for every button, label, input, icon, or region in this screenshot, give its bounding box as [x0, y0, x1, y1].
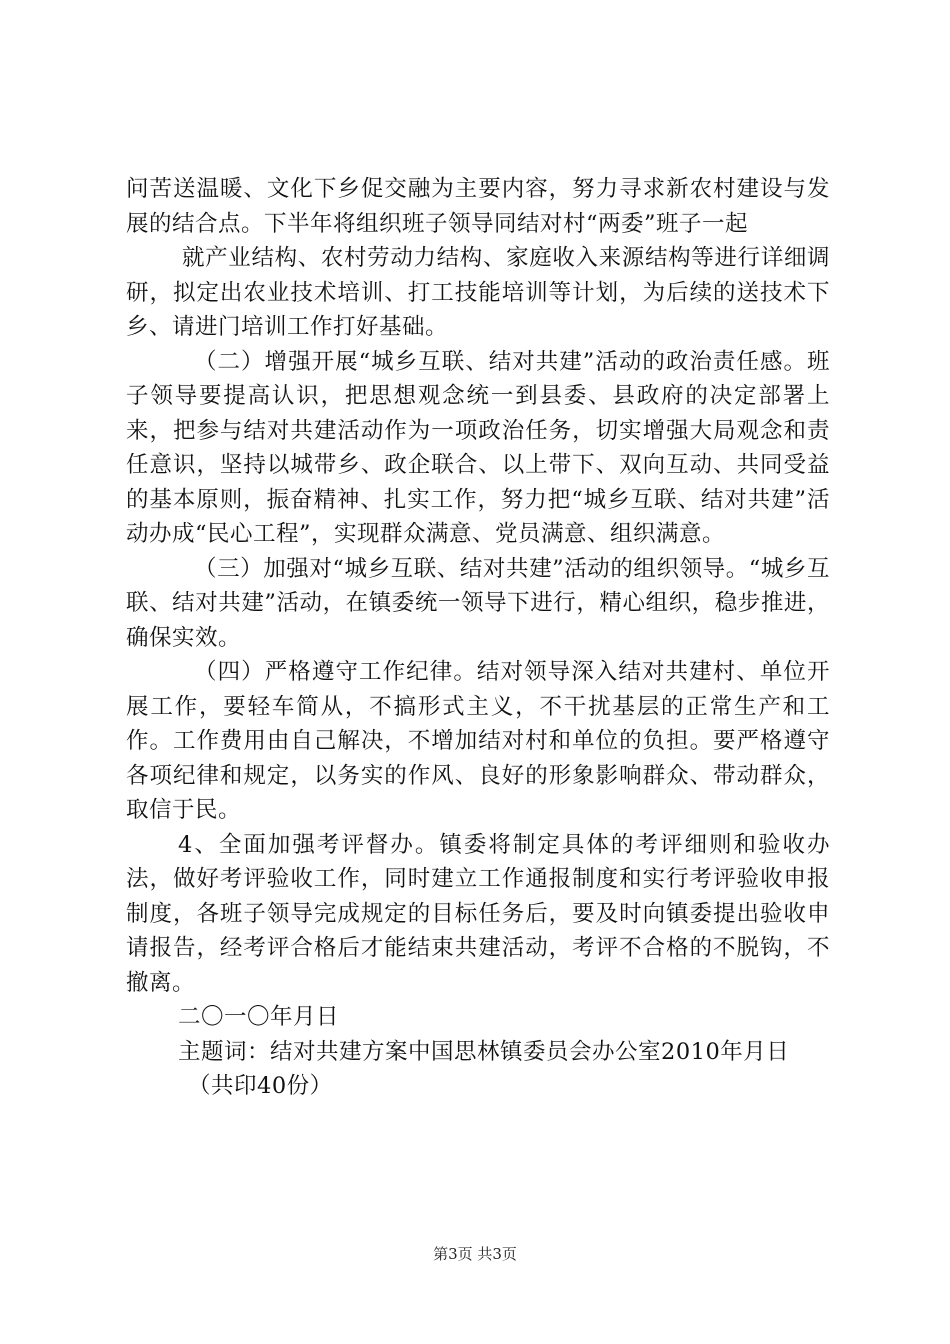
print-count: （共印40份） — [188, 1073, 333, 1099]
paragraph-section-3: （三）加强对“城乡互联、结对共建”活动的组织领导。“城乡互联、结对共建”活动，在镇委统一领导下进行，精心组织，稳步推进，确保实效。 — [126, 555, 830, 651]
page-number-footer: 第3页 共3页 — [433, 1245, 517, 1263]
paragraph-item-4: 4、全面加强考评督办。镇委将制定具体的考评细则和验收办法，做好考评验收工作，同时建立工作通报制度和实行考评验收申报制度，各班子领导完成规定的目标任务后，要及时向镇委提出验收申请报告，经考评合格后才能结束共建活动，考评不合格的不脱钩，不撤离。 — [126, 831, 830, 996]
paragraph-continuation: 问苦送温暖、文化下乡促交融为主要内容，努力寻求新农村建设与发展的结合点。下半年将组织班子领导同结对村“两委”班子一起 — [126, 176, 830, 237]
paragraph-section-4: （四）严格遵守工作纪律。结对领导深入结对共建村、单位开展工作，要轻车简从，不搞形式主义，不干扰基层的正常生产和工作。工作费用由自己解决，不增加结对村和单位的负担。要严格遵守各项纪律和规定，以务实的作风、良好的形象影响群众、带动群众，取信于民。 — [126, 659, 830, 823]
subject-words: 主题词：结对共建方案中国思林镇委员会办公室2010年月日 — [178, 1038, 790, 1065]
date-line: 二〇一〇年月日 — [178, 1004, 340, 1030]
document-body — [126, 172, 830, 1104]
paragraph-section-2: （二）增强开展“城乡互联、结对共建”活动的政治责任感。班子领导要提高认识，把思想观念统一到县委、县政府的决定部署上来，把参与结对共建活动作为一项政治任务，切实增强大局观念和责任意识，坚持以城带乡、政企联合、以上带下、双向互动、共同受益的基本原则，振奋精神、扎实工作，努力把“城乡互联、结对共建”活动办成“民心工程”，实现群众满意、党员满意、组织满意。 — [126, 348, 830, 547]
paragraph-research: 就产业结构、农村劳动力结构、家庭收入来源结构等进行详细调研，拟定出农业技术培训、打工技能培训等计划，为后续的送技术下乡、请进门培训工作打好基础。 — [126, 245, 830, 340]
